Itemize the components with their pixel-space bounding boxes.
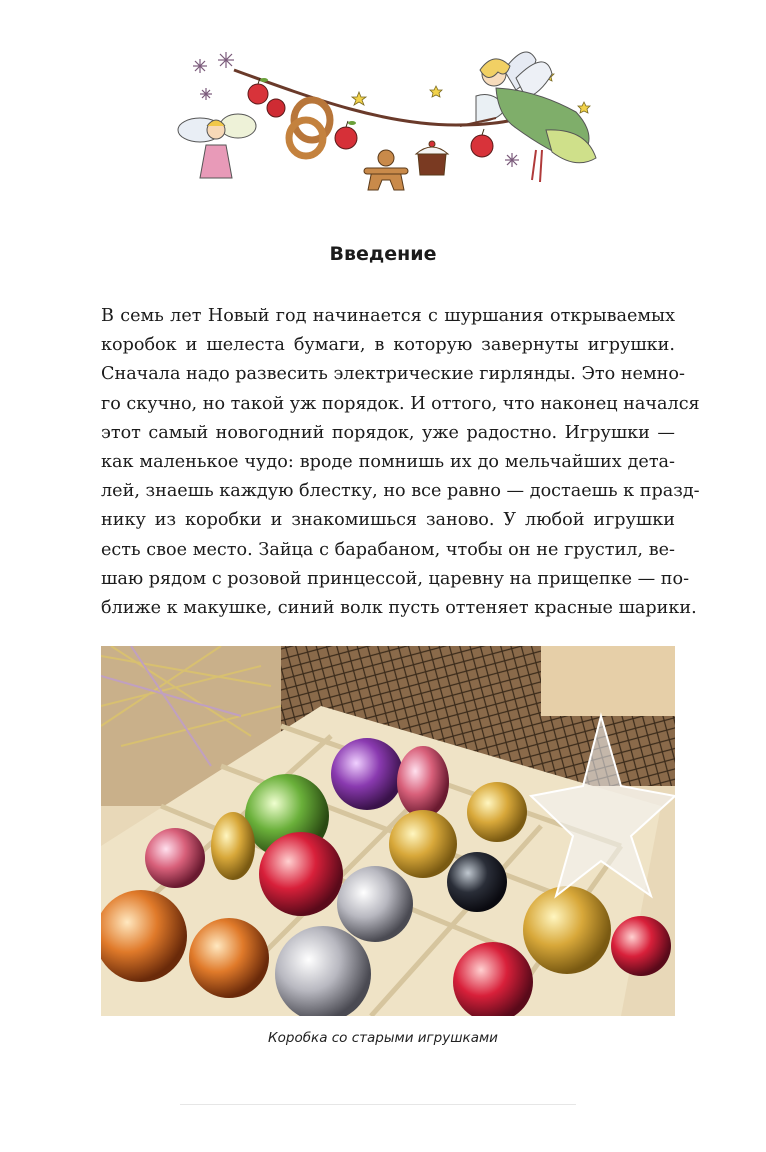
flying-angel-illustration (460, 52, 596, 182)
body-line: коробок и шелеста бумаги, в которую завернуты игрушки. (101, 335, 675, 356)
photo-caption: Коробка со старыми игрушками (268, 1030, 498, 1046)
body-line: нику из коробки и знакомишься заново. У любой игрушки (101, 510, 675, 531)
small-angel-illustration (178, 114, 256, 178)
body-line: Сначала надо развесить электрические гирлянды. Это немно- (101, 364, 685, 385)
chapter-body (101, 302, 700, 623)
body-line: как маленькое чудо: вроде помнишь их до мельчайших дета- (101, 451, 675, 472)
bagel-illustration (289, 100, 330, 156)
angels-garland-illustration (176, 30, 606, 205)
ornament-box-photo (101, 646, 675, 1016)
body-line: этот самый новогодний порядок, уже радостно. Игрушки — (101, 422, 675, 443)
body-line: В семь лет Новый год начинается с шуршания открываемых (101, 306, 675, 326)
body-line: го скучно, но такой уж порядок. И оттого, что наконец начался (101, 393, 700, 414)
cake-illustration (416, 141, 448, 175)
apple-icon (248, 78, 493, 157)
gingerbread-man-illustration (364, 150, 408, 190)
chapter-heading: Введение (329, 243, 437, 265)
body-line: есть свое место. Зайца с барабаном, чтобы он не грустил, ве- (101, 539, 675, 560)
body-line: шаю рядом с розовой принцессой, царевну на прищепке — по- (101, 568, 690, 589)
body-line: лей, знаешь каждую блестку, но все равно — достаешь к празд- (101, 481, 700, 502)
body-line: ближе к макушке, синий волк пусть оттеняет красные шарики. (101, 597, 697, 618)
footer-divider (180, 1104, 576, 1105)
